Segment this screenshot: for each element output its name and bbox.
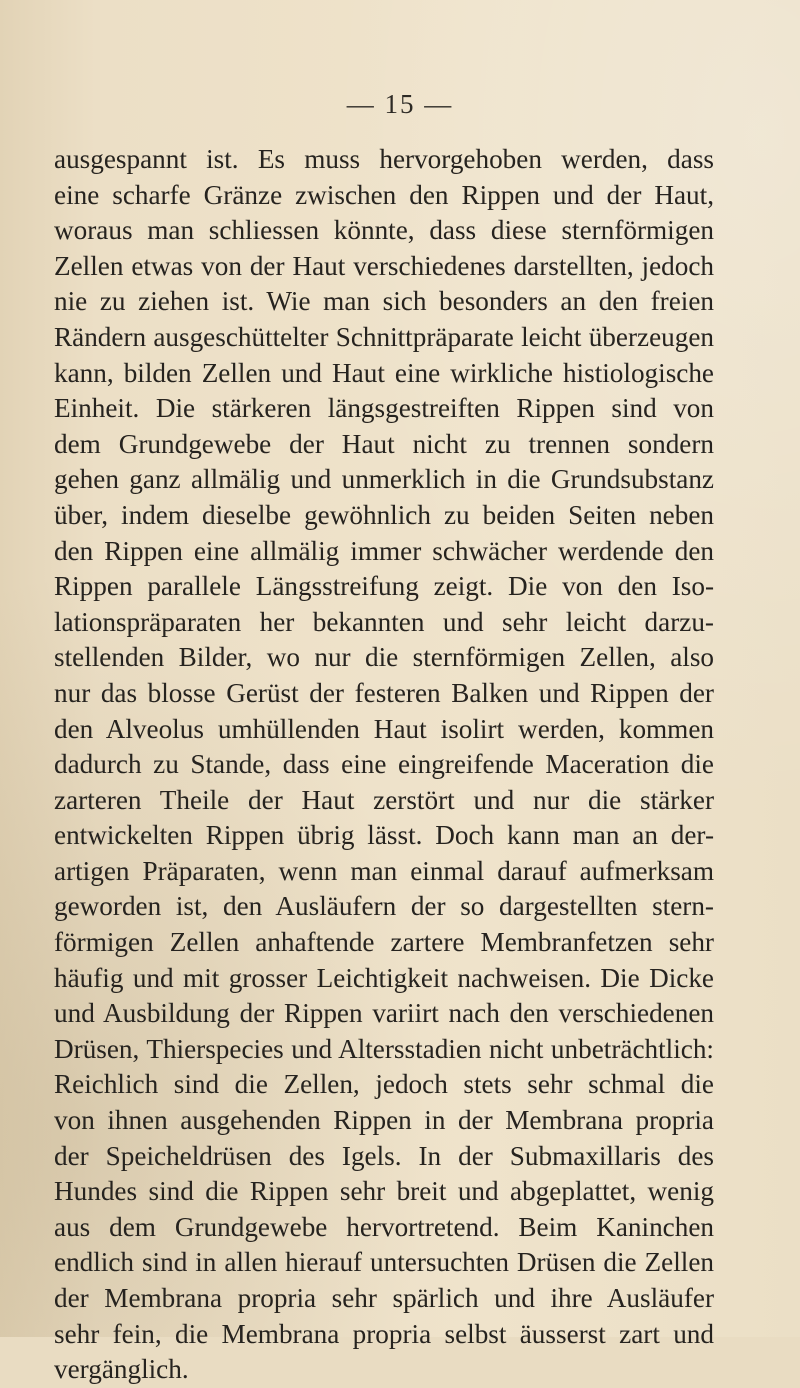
text-line: endlich sind in allen hierauf untersuchten Drüsen die Zellen: [54, 1247, 714, 1278]
text-line: den Rippen eine allmälig immer schwächer werdende den: [54, 535, 714, 566]
text-line: geworden ist, den Ausläufern der so dargestellten stern-: [54, 891, 714, 922]
text-line: zarteren Theile der Haut zerstört und nur die stärker: [54, 784, 714, 815]
text-line: der Membrana propria sehr spärlich und ihre Ausläufer: [54, 1283, 714, 1313]
text-line: Rippen parallele Längsstreifung zeigt. Die von den Iso-: [54, 571, 714, 602]
text-line: lationspräparaten her bekannten und sehr leicht darzu-: [54, 606, 714, 637]
text-line: dem Grundgewebe der Haut nicht zu trennen sondern: [54, 428, 714, 459]
text-line: Rändern ausgeschüttelter Schnittpräparate leicht überzeugen: [54, 321, 714, 352]
text-line: Drüsen, Thierspecies und Altersstadien nicht unbeträchtlich:: [54, 1033, 714, 1064]
page-number: — 15 —: [346, 89, 454, 119]
text-line: nie zu ziehen ist. Wie man sich besonders an den freien: [54, 286, 714, 317]
text-line: kann, bilden Zellen und Haut eine wirkliche histiologische: [54, 357, 714, 388]
text-line: Einheit. Die stärkeren längsgestreiften Rippen sind von: [54, 393, 714, 424]
text-line: dadurch zu Stande, dass eine eingreifende Maceration die: [54, 749, 714, 780]
text-line: häufig und mit grosser Leichtigkeit nachweisen. Die Dicke: [54, 962, 714, 993]
text-line: nur das blosse Gerüst der festeren Balken und Rippen der: [54, 677, 714, 708]
text-line: eine scharfe Gränze zwischen den Rippen und der Haut,: [54, 179, 714, 210]
text-line: vergänglich.: [54, 1354, 189, 1385]
text-line: ausgespannt ist. Es muss hervorgehoben werden, dass: [54, 144, 714, 174]
text-line: gehen ganz allmälig und unmerklich in die Grundsubstanz: [54, 464, 714, 495]
text-line: von ihnen ausgehenden Rippen in der Membrana propria: [54, 1105, 714, 1136]
text-line: sehr fein, die Membrana propria selbst äusserst zart und: [54, 1318, 714, 1349]
text-line: Reichlich sind die Zellen, jedoch stets sehr schmal die: [54, 1069, 714, 1100]
text-line: über, indem dieselbe gewöhnlich zu beiden Seiten neben: [54, 499, 714, 530]
text-line: Hundes sind die Rippen sehr breit und abgeplattet, wenig: [54, 1176, 714, 1207]
text-line: und Ausbildung der Rippen variirt nach den verschiedenen: [54, 998, 714, 1029]
body-text: [54, 142, 714, 1388]
text-line: aus dem Grundgewebe hervortretend. Beim Kaninchen: [54, 1211, 714, 1242]
text-line: artigen Präparaten, wenn man einmal darauf aufmerksam: [54, 855, 714, 886]
text-line: den Alveolus umhüllenden Haut isolirt werden, kommen: [54, 713, 714, 744]
text-line: woraus man schliessen könnte, dass diese sternförmigen: [54, 215, 714, 246]
text-line: Zellen etwas von der Haut verschiedenes darstellten, jedoch: [54, 250, 714, 281]
text-line: entwickelten Rippen übrig lässt. Doch kann man an der-: [54, 820, 714, 851]
text-line: der Speicheldrüsen des Igels. In der Submaxillaris des: [54, 1140, 714, 1171]
text-line: förmigen Zellen anhaftende zartere Membranfetzen sehr: [54, 927, 714, 958]
text-line: stellenden Bilder, wo nur die sternförmigen Zellen, also: [54, 642, 714, 673]
